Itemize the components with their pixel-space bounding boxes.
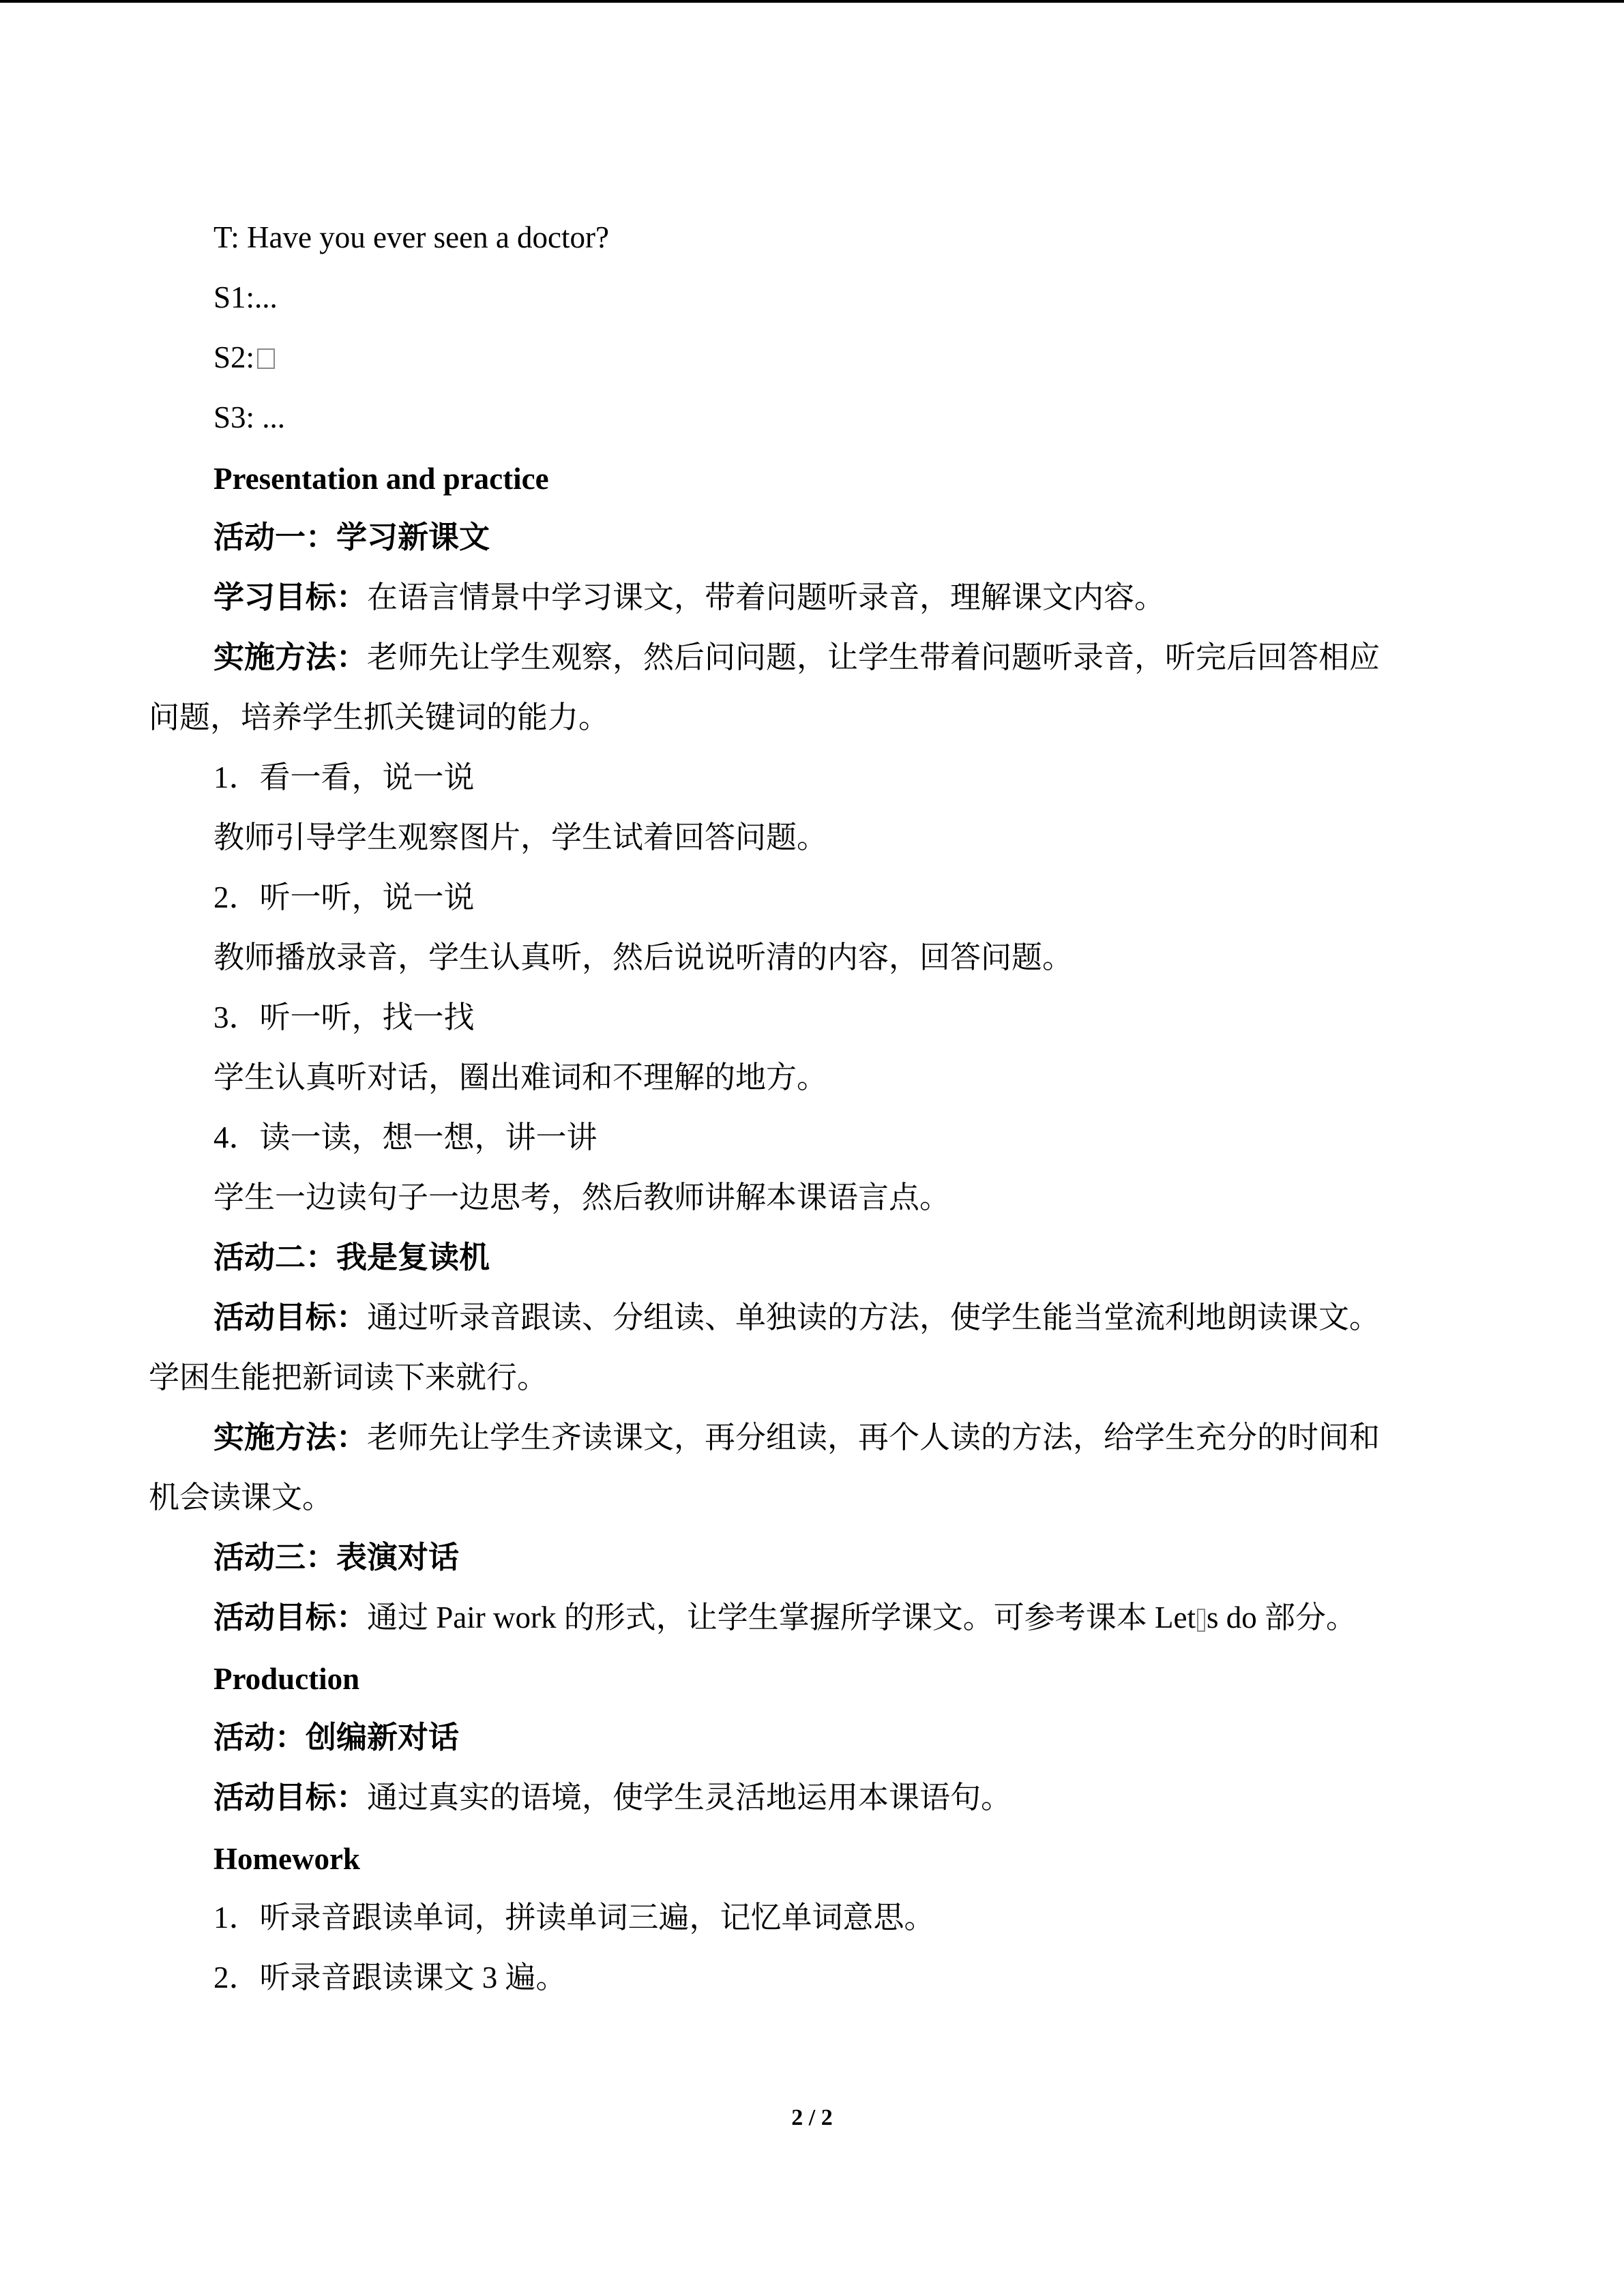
activity-2-goal (213, 1297, 1380, 1338)
production-activity-heading: 活动：创编新对话 (213, 1720, 460, 1755)
activity-1-method (213, 637, 1380, 678)
activity-3-goal-text-b: s do 部分。 (1206, 1600, 1357, 1635)
activity-2-method-continued: 机会读课文。 (149, 1480, 334, 1515)
step-4-text: 学生一边读句子一边思考，然后教师讲解本课语言点。 (213, 1180, 951, 1214)
activity-1-goal-text: 在语言情景中学习课文，带着问题听录音，理解课文内容。 (367, 580, 1166, 614)
production-goal-text: 通过真实的语境，使学生灵活地运用本课语句。 (367, 1780, 1012, 1815)
activity-3-goal (213, 1597, 1357, 1638)
activity-1-method-text: 老师先让学生观察，然后问问题，让学生带着问题听录音，听完后回答相应 (367, 640, 1381, 674)
activity-2-goal-text: 通过听录音跟读、分组读、单独读的方法，使学生能当堂流利地朗读课文。 (367, 1300, 1381, 1335)
dialogue-s2-line (213, 337, 275, 378)
page-number-footer: 2 / 2 (791, 2105, 833, 2130)
homework-item-1: 1．听录音跟读单词，拼读单词三遍，记忆单词意思。 (213, 1900, 935, 1935)
production-activity-goal (213, 1777, 1012, 1818)
dialogue-s2-text: S2: (213, 340, 255, 374)
activity-1-goal (213, 577, 1165, 618)
dialogue-s3-line: S3: ... (213, 400, 286, 434)
step-2-text: 教师播放录音，学生认真听，然后说说听清的内容，回答问题。 (213, 940, 1074, 974)
missing-glyph-icon (257, 348, 275, 369)
production-goal-label: 活动目标： (213, 1780, 368, 1815)
step-3-heading: 3．听一听，找一找 (213, 1000, 475, 1034)
dialogue-teacher-line: T: Have you ever seen a doctor? (213, 220, 609, 254)
step-1-heading: 1．看一看，说一说 (213, 760, 475, 794)
dialogue-s1-line: S1:... (213, 280, 278, 314)
missing-apostrophe-icon (1197, 1609, 1205, 1632)
activity-3-goal-text-a: 通过 Pair work 的形式，让学生掌握所学课文。可参考课本 Let (367, 1600, 1196, 1635)
step-4-heading: 4．读一读，想一想，讲一讲 (213, 1120, 597, 1154)
step-3-text: 学生认真听对话，圈出难词和不理解的地方。 (213, 1060, 828, 1094)
activity-1-method-continued: 问题，培养学生抓关键词的能力。 (149, 700, 610, 734)
activity-2-goal-label: 活动目标： (213, 1300, 368, 1335)
activity-1-goal-label: 学习目标： (213, 580, 368, 614)
section-heading-presentation: Presentation and practice (213, 462, 549, 496)
activity-3-heading: 活动三：表演对话 (213, 1540, 460, 1575)
activity-1-heading: 活动一：学习新课文 (213, 520, 490, 554)
homework-item-2: 2．听录音跟读课文 3 遍。 (213, 1960, 567, 1995)
step-2-heading: 2．听一听，说一说 (213, 880, 475, 914)
activity-3-goal-label: 活动目标： (213, 1600, 368, 1635)
activity-2-goal-continued: 学困生能把新词读下来就行。 (149, 1360, 548, 1395)
activity-1-method-label: 实施方法： (213, 640, 368, 674)
section-heading-production: Production (213, 1662, 360, 1696)
activity-2-method-label: 实施方法： (213, 1420, 368, 1455)
activity-2-heading: 活动二：我是复读机 (213, 1240, 490, 1274)
step-1-text: 教师引导学生观察图片，学生试着回答问题。 (213, 820, 828, 854)
activity-2-method (213, 1417, 1380, 1458)
activity-2-method-text: 老师先让学生齐读课文，再分组读，再个人读的方法，给学生充分的时间和 (367, 1420, 1381, 1455)
section-heading-homework: Homework (213, 1842, 360, 1876)
